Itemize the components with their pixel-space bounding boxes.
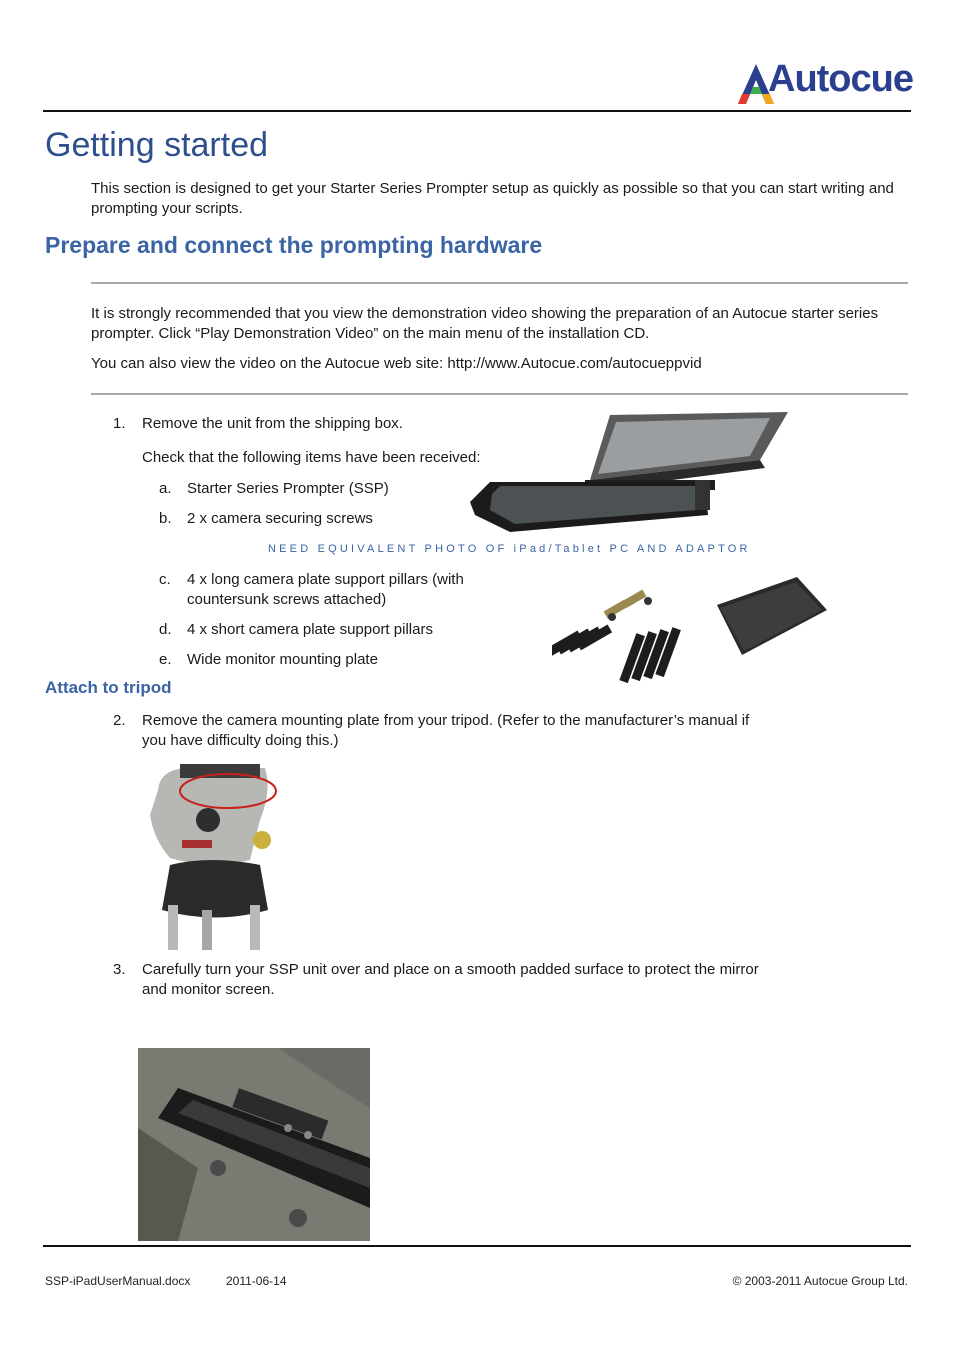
tripod-head-photo: [140, 760, 280, 950]
section-heading: Prepare and connect the prompting hardware: [45, 232, 543, 258]
item-letter: a.: [159, 480, 172, 497]
step-number: 2.: [113, 712, 126, 729]
check-text: Check that the following items have been received:: [142, 449, 481, 466]
prompter-photo: [470, 410, 790, 535]
item-text: 4 x long camera plate support pillars (with countersunk screws attached): [187, 571, 464, 608]
step-text: Carefully turn your SSP unit over and place on a smooth padded surface to protect the mirror and monitor screen.: [142, 961, 759, 998]
note-rule-bottom: [91, 393, 908, 395]
note-paragraph: It is strongly recommended that you view the demonstration video showing the preparation of an Autocue starter series prompter. Click “Play Demonstration Video” on the main menu of the installation CD.: [91, 305, 879, 342]
note-rule-top: [91, 282, 908, 284]
note-video-link-text: You can also view the video on the Autocue web site: http://www.Autocue.com/autocueppvid: [91, 355, 702, 372]
step-number: 3.: [113, 961, 126, 978]
item-text: Wide monitor mounting plate: [187, 651, 378, 668]
pillars-and-plate-photo: [552, 575, 832, 690]
footer-date: 2011-06-14: [226, 1274, 287, 1288]
step-text: Remove the camera mounting plate from your tripod. (Refer to the manufacturer’s manual if you have difficulty doing this.): [142, 712, 750, 749]
logo-text: Autocue: [768, 58, 913, 100]
step-text: Remove the unit from the shipping box.: [142, 415, 403, 432]
header-rule: [43, 110, 911, 112]
ssp-underside-photo: [138, 1048, 370, 1241]
item-text: 2 x camera securing screws: [187, 510, 373, 527]
item-text: 4 x short camera plate support pillars: [187, 621, 433, 638]
subheading-attach-tripod: Attach to tripod: [45, 678, 172, 697]
footer-rule: [43, 1245, 911, 1247]
page-title: Getting started: [45, 126, 269, 164]
item-letter: e.: [159, 651, 172, 668]
step-number: 1.: [113, 415, 126, 432]
item-letter: b.: [159, 510, 172, 527]
footer-copyright: © 2003-2011 Autocue Group Ltd.: [732, 1274, 908, 1288]
item-text: Starter Series Prompter (SSP): [187, 480, 389, 497]
placeholder-note: NEED EQUIVALENT PHOTO OF iPad/Tablet PC AND ADAPTOR: [268, 543, 751, 555]
footer-filename: SSP-iPadUserManual.docx: [45, 1274, 191, 1288]
intro-paragraph: This section is designed to get your Starter Series Prompter setup as quickly as possible so that you can start writing and prompting your scripts.: [91, 180, 894, 217]
item-letter: c.: [159, 571, 171, 588]
item-letter: d.: [159, 621, 172, 638]
